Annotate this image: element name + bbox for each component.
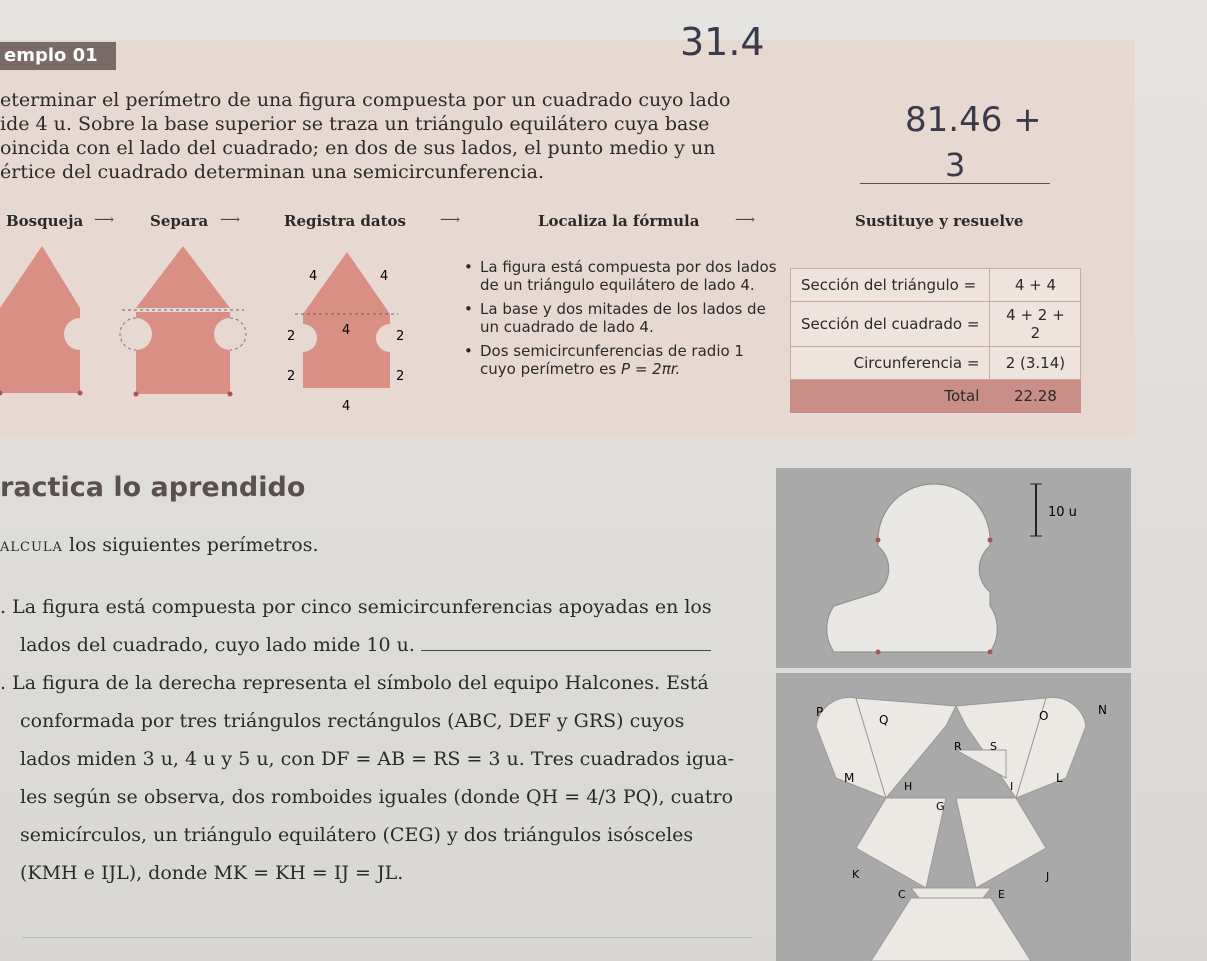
handwritten-divisor: 3 xyxy=(945,146,966,184)
vertex-label: S xyxy=(990,740,997,753)
exercise-1-line xyxy=(0,626,760,664)
bullet-text: Dos semicircunferencias de radio 1 cuyo perímetro es xyxy=(480,342,744,378)
step-bosqueja: Bosqueja xyxy=(6,212,84,230)
problem-line: értice del cuadrado determinan una semicircunferencia. xyxy=(0,161,544,183)
practice-figures xyxy=(776,468,1131,961)
exercise-1 xyxy=(0,588,760,664)
exercise-1-line: . La figura está compuesta por cinco semicircunferencias apoyadas en los xyxy=(0,596,712,618)
figure-1-label: 10 u xyxy=(1048,505,1077,520)
bullet-item: • La figura está compuesta por dos lados de un triángulo equilátero de lado 4. xyxy=(462,258,782,294)
calculation-table xyxy=(790,268,1081,413)
separated-figure xyxy=(120,246,246,397)
handwritten-note: 31.4 xyxy=(680,20,765,64)
problem-line: ide 4 u. Sobre la base superior se traza un triángulo equilátero cuya base xyxy=(0,113,710,135)
step-separa: Separa xyxy=(150,212,209,230)
answer-line xyxy=(22,937,752,938)
row-label: Circunferencia = xyxy=(791,347,990,380)
row-value: 4 + 4 xyxy=(990,269,1081,302)
example-header-tab: emplo 01 xyxy=(0,42,116,70)
vertex-label: I xyxy=(1010,780,1014,793)
exercise-2-line: semicírculos, un triángulo equilátero (CEG) y dos triángulos isósceles xyxy=(20,824,694,846)
vertex-label: K xyxy=(852,868,860,881)
step-registra: Registra datos xyxy=(284,212,406,230)
example-figures xyxy=(0,238,460,428)
exercise-2-line: (KMH e IJL), donde MK = KH = IJ = JL. xyxy=(20,862,404,884)
bullet-item xyxy=(462,342,782,378)
step-arrow: ⟶ xyxy=(94,212,115,228)
formula: P = 2πr. xyxy=(621,360,681,378)
total-value: 22.28 xyxy=(990,380,1081,413)
total-label: Total xyxy=(791,380,990,413)
label-bottom: 4 xyxy=(342,399,351,414)
table-row xyxy=(791,269,1081,302)
vertex-label: M xyxy=(844,771,855,785)
label-low-left: 2 xyxy=(287,369,296,384)
formula-bullets xyxy=(462,258,782,384)
vertex-label: G xyxy=(936,800,945,813)
instruction-keyword: alcula xyxy=(0,534,63,556)
exercise-2-line: conformada por tres triángulos rectángulos (ABC, DEF y GRS) cuyos xyxy=(20,710,685,732)
row-label: Sección del cuadrado = xyxy=(791,302,990,347)
label-top-left: 4 xyxy=(309,269,318,284)
step-sustituye: Sustituye y resuelve xyxy=(855,212,1024,230)
exercise-2-line: . La figura de la derecha representa el símbolo del equipo Halcones. Está xyxy=(0,672,709,694)
instruction xyxy=(0,534,319,556)
handwritten-division-line xyxy=(860,183,1050,184)
vertex-label: Q xyxy=(879,713,889,727)
step-arrow: ⟶ xyxy=(220,212,241,228)
step-localiza: Localiza la fórmula xyxy=(538,212,700,230)
vertex-label: N xyxy=(1098,703,1107,717)
vertex-label: H xyxy=(904,780,913,793)
vertex-label: E xyxy=(998,888,1005,901)
answer-blank[interactable] xyxy=(421,632,711,651)
vertex-label: P xyxy=(816,705,824,719)
practice-title: ractica lo aprendido xyxy=(0,472,306,503)
vertex-label: J xyxy=(1046,870,1050,883)
row-label: Sección del triángulo = xyxy=(791,269,990,302)
label-mid-right: 2 xyxy=(396,329,405,344)
exercise-2 xyxy=(0,664,760,892)
table-total-row xyxy=(791,380,1081,413)
table-row xyxy=(791,302,1081,347)
sketch-figure xyxy=(0,246,83,396)
problem-line: eterminar el perímetro de una figura compuesta por un cuadrado cuyo lado xyxy=(0,89,731,111)
step-arrow: ⟶ xyxy=(735,212,756,228)
vertex-label: O xyxy=(1039,709,1049,723)
exercise-2-line: les según se observa, dos romboides iguales (donde QH = 4/3 PQ), cuatro xyxy=(20,786,734,808)
table-row xyxy=(791,347,1081,380)
row-value: 4 + 2 + 2 xyxy=(990,302,1081,347)
vertex-label: L xyxy=(1056,771,1063,785)
label-top-right: 4 xyxy=(380,269,389,284)
label-mid-left: 2 xyxy=(287,329,296,344)
row-value: 2 (3.14) xyxy=(990,347,1081,380)
exercise-1-text: lados del cuadrado, cuyo lado mide 10 u. xyxy=(20,634,415,656)
problem-line: oincida con el lado del cuadrado; en dos de sus lados, el punto medio y un xyxy=(0,137,716,159)
vertex-label: C xyxy=(898,888,906,901)
instruction-text: los siguientes perímetros. xyxy=(62,534,319,556)
vertex-label: R xyxy=(954,740,962,753)
handwritten-sum: 81.46 + xyxy=(905,100,1042,140)
step-arrow: ⟶ xyxy=(440,212,461,228)
label-low-right: 2 xyxy=(396,369,405,384)
bullet-item: • La base y dos mitades de los lados de un cuadrado de lado 4. xyxy=(462,300,782,336)
problem-statement xyxy=(0,88,760,184)
label-mid-center: 4 xyxy=(342,323,351,338)
exercise-2-line: lados miden 3 u, 4 u y 5 u, con DF = AB = RS = 3 u. Tres cuadrados igua- xyxy=(20,748,735,770)
